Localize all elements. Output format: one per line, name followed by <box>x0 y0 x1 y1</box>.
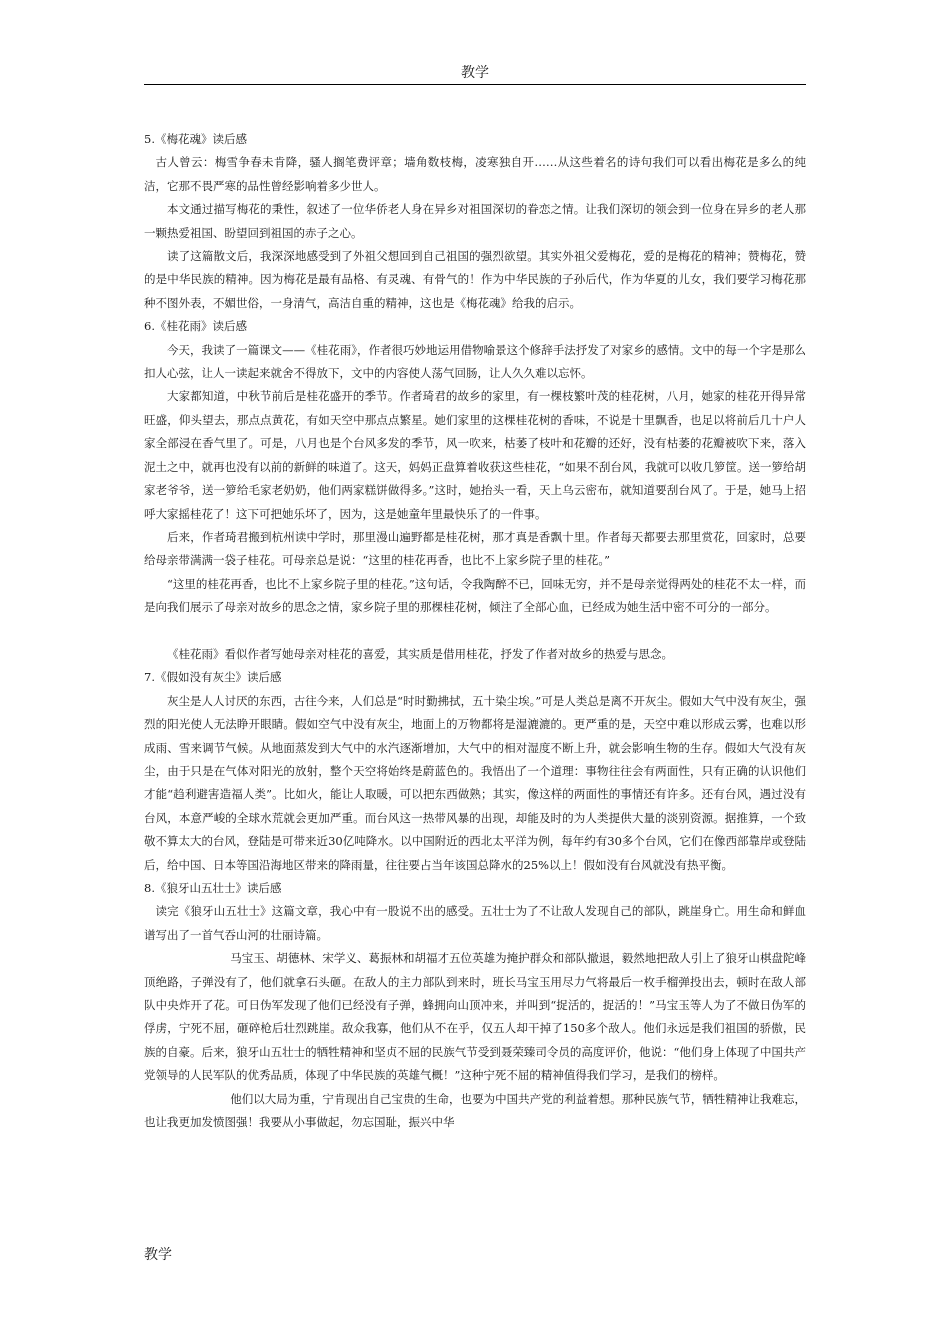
document-body <box>144 128 806 1134</box>
paragraph: “这里的桂花再香，也比不上家乡院子里的桂花。”这句话，令我陶醉不已，回味无穷，并不是母亲觉得两处的桂花不太一样，而是向我们展示了母亲对故乡的思念之情，家乡院子里的那棵桂花树，倾注了全部心血，已经成为她生活中密不可分的一部分。 <box>144 576 806 615</box>
paragraph: 读完《狼牙山五壮士》这篇文章，我心中有一股说不出的感受。五壮士为了不让敌人发现自己的部队，跳崖身亡。用生命和鲜血谱写出了一首气吞山河的壮丽诗篇。 <box>144 904 806 942</box>
section-heading: 7.《假如没有灰尘》读后感 <box>144 670 282 685</box>
footer-title: 教学 <box>144 1247 172 1263</box>
section-heading: 6.《桂花雨》读后感 <box>144 319 247 334</box>
header-title: 教学 <box>461 65 489 81</box>
page-footer <box>144 1246 172 1264</box>
paragraph: 大家都知道，中秋节前后是桂花盛开的季节。作者琦君的故乡的家里，有一棵枝繁叶茂的桂花树，八月，她家的桂花开得异常旺盛，仰头望去，那点点黄花，有如天空中那点点繁星。她们家里的这棵桂花树的香味，不说是十里飘香，也足以将前后几十户人家全部浸在香气里了。可是，八月也是个台风多发的季节，风一吹来，枯萎了枝叶和花瓣的还好，没有枯萎的花瓣被吹下来，落入泥土之中，就再也没有以前的新鲜的味道了。这天，妈妈正盘算着收获这些桂花，“如果不刮台风，我就可以收几箩筐。送一箩给胡家老爷爷，送一箩给毛家老奶奶，他们两家糕饼做得多。”这时，她抬头一看，天上乌云密布，就知道要刮台风了。于是，她马上招呼大家摇桂花了！这下可把她乐坏了，因为，这是她童年里最快乐了的一件事。 <box>144 389 806 521</box>
paragraph: 今天，我读了一篇课文——《桂花雨》，作者很巧妙地运用借物喻景这个修辞手法抒发了对家乡的感情。文中的每一个字是那么扣人心弦，让人一读起来就舍不得放下，文中的内容使人荡气回肠，让人久久难以忘怀。 <box>144 342 806 381</box>
paragraph: 他们以大局为重，宁肯现出自己宝贵的生命，也要为中国共产党的利益着想。那种民族气节，牺牲精神让我难忘，也让我更加发愤图强！我要从小事做起，勿忘国耻，振兴中华 <box>144 1091 806 1130</box>
section-heading: 8.《狼牙山五壮士》读后感 <box>144 880 282 895</box>
page-header <box>144 64 806 85</box>
paragraph: 马宝玉、胡德林、宋学义、葛振林和胡福才五位英雄为掩护群众和部队撤退，毅然地把敌人引上了狼牙山棋盘陀峰顶绝路，子弹没有了，他们就拿石头砸。在敌人的主力部队到来时，班长马宝玉用尽力气将最后一枚手榴弹投出去，顿时在敌人部队中央炸开了花。可日伪军发现了他们已经没有子弹，蜂拥向山顶冲来，并叫到“捉活的，捉活的！”马宝玉等人为了不做日伪军的俘虏，宁死不屈，砸碎枪后壮烈跳崖。敌众我寡，他们从不在乎，仅五人却干掉了150多个敌人。他们永远是我们祖国的骄傲，民族的自豪。后来，狼牙山五壮士的牺牲精神和坚贞不屈的民族气节受到聂荣臻司令员的高度评价，他说：“他们身上体现了中国共产党领导的人民军队的优秀品质，体现了中华民族的英雄气概！”这种宁死不屈的精神值得我们学习，是我们的榜样。 <box>144 951 806 1083</box>
paragraph: 本文通过描写梅花的秉性，叙述了一位华侨老人身在异乡对祖国深切的眷恋之情。让我们深切的领会到一位身在异乡的老人那一颗热爱祖国、盼望回到祖国的赤子之心。 <box>144 202 806 240</box>
paragraph: 后来，作者琦君搬到杭州读中学时，那里漫山遍野都是桂花树，那才真是香飘十里。作者每天都要去那里赏花，回家时，总要给母亲带满满一袋子桂花。可母亲总是说：“这里的桂花再香，也比不上家乡院子里的桂花。” <box>144 529 806 568</box>
paragraph: 读了这篇散文后，我深深地感受到了外祖父想回到自己祖国的强烈欲望。其实外祖父爱梅花，爱的是梅花的精神；赞梅花，赞的是中华民族的精神。因为梅花是最有品格、有灵魂、有骨气的！作为中华民族的子孙后代，作为华夏的儿女，我们要学习梅花那种不图外表，不媚世俗，一身清气，高洁自重的精神，这也是《梅花魂》给我的启示。 <box>144 249 806 310</box>
blank-line <box>144 620 806 643</box>
paragraph: 灰尘是人人讨厌的东西，古往今来，人们总是“时时勤拂拭，五十染尘埃。”可是人类总是离不开灰尘。假如大气中没有灰尘，强烈的阳光使人无法睁开眼睛。假如空气中没有灰尘，地面上的万物都将是湿漉漉的。更严重的是，天空中难以形成云雾，也难以形成雨、雪来调节气候。从地面蒸发到大气中的水汽逐渐增加，大气中的相对湿度不断上升，就会影响生物的生存。假如大气没有灰尘，由于只是在气体对阳光的放射，整个天空将始终是蔚蓝色的。我悟出了一个道理：事物往往会有两面性，只有正确的认识他们才能“趋利避害造福人类”。比如火，能让人取暖，可以把东西做熟；其实，像这样的两面性的事情还有许多。还有台风，遇过没有台风，本意严峻的全球水荒就会更加严重。而台风这一热带风暴的出现，却能及时的为人类提供大量的淡别资源。据推算，一个致敬不算太大的台风，登陆是可带来近30亿吨降水。以中国附近的西北太平洋为例，每年约有30多个台风，它们在像西部靠岸或登陆后，给中国、日本等国沿海地区带来的降雨量，往往要占当年该国总降水的25%以上！假如没有台风就没有热平衡。 <box>144 693 806 872</box>
section-heading: 5.《梅花魂》读后感 <box>144 132 247 146</box>
paragraph: 古人曾云：梅雪争春未肯降，骚人搁笔费评章；墙角数枝梅，凌寒独自开……从这些着名的诗句我们可以看出梅花是多么的纯洁，它那不畏严寒的品性曾经影响着多少世人。 <box>144 155 806 193</box>
paragraph: 《桂花雨》看似作者写她母亲对桂花的喜爱，其实质是借用桂花，抒发了作者对故乡的热爱与思念。 <box>167 646 673 661</box>
